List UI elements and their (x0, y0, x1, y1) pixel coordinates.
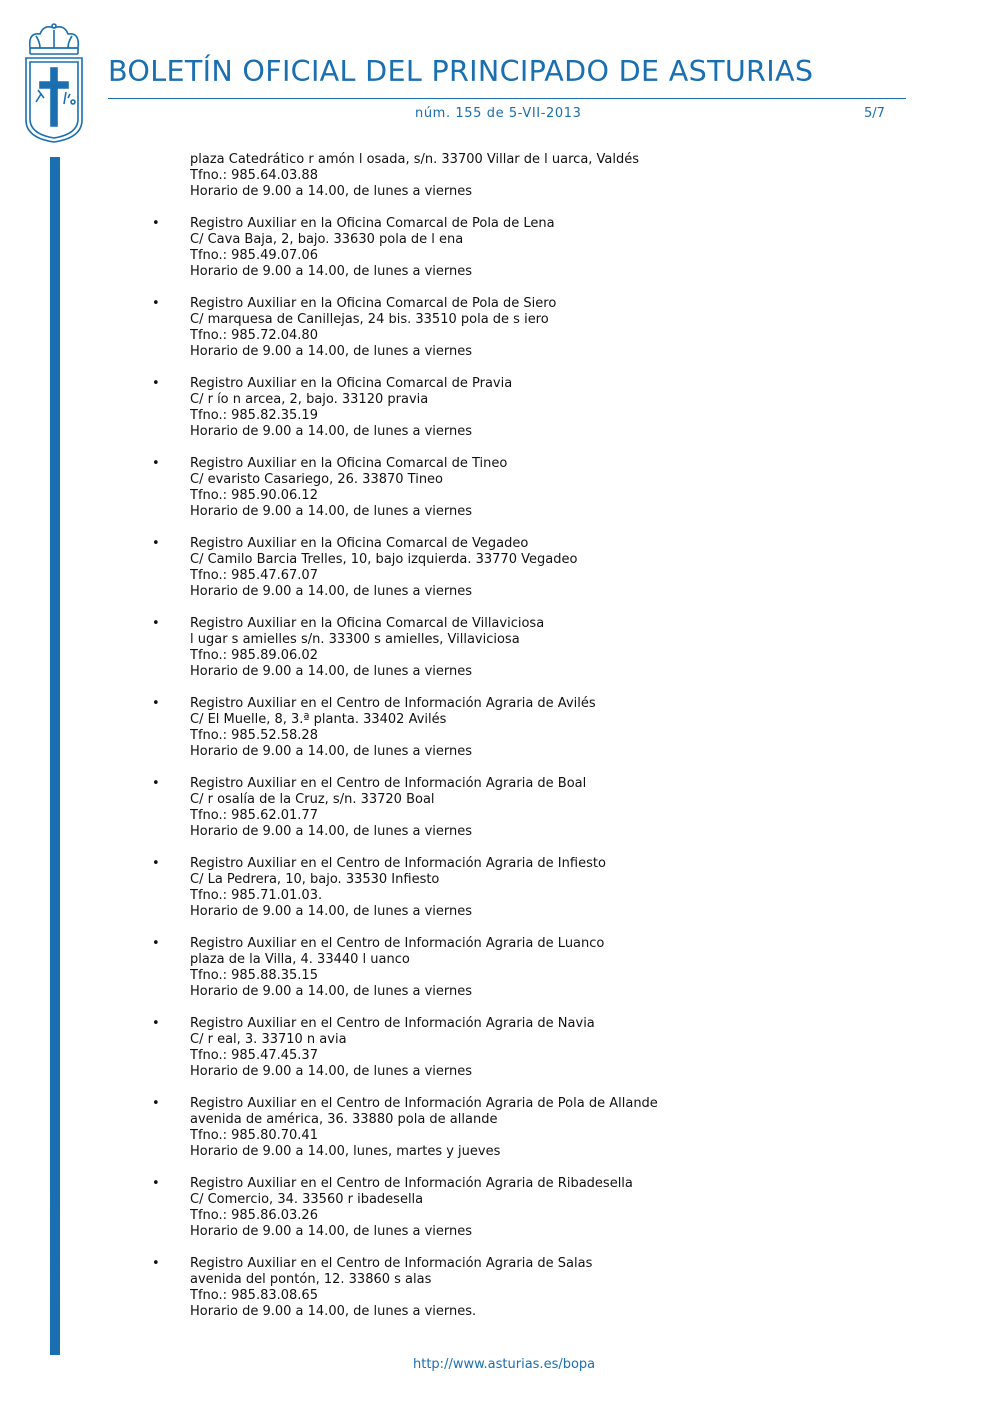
entry-address: C/ evaristo Casariego, 26. 33870 Tineo (190, 472, 444, 487)
entry-hours: Horario de 9.00 a 14.00, de lunes a viernes (190, 824, 473, 839)
footer-link[interactable]: http://www.asturias.es/bopa (413, 1357, 596, 1372)
entry-name: Registro Auxiliar en la Oficina Comarcal de Pravia (190, 376, 513, 391)
entry-hours: Horario de 9.00 a 14.00, de lunes a viernes (190, 424, 473, 439)
entry-phone: Tfno.: 985.80.70.41 (190, 1128, 318, 1143)
entry-hours: Horario de 9.00 a 14.00, de lunes a viernes (190, 984, 473, 999)
entry-name: Registro Auxiliar en el Centro de Información Agraria de Avilés (190, 696, 596, 711)
entry-hours: Horario de 9.00 a 14.00, de lunes a viernes. (190, 1304, 477, 1319)
entry-phone: Tfno.: 985.49.07.06 (190, 248, 318, 263)
entry-name: Registro Auxiliar en la Oficina Comarcal de Tineo (190, 456, 508, 471)
entry-hours: Horario de 9.00 a 14.00, de lunes a viernes (190, 1224, 473, 1239)
entry-address: avenida de américa, 36. 33880 pola de allande (190, 1112, 498, 1127)
bullet-icon: • (152, 1016, 160, 1031)
entry-address: plaza de la Villa, 4. 33440 l uanco (190, 952, 410, 967)
bullet-icon: • (152, 456, 160, 471)
list-item (152, 1096, 952, 1160)
list-item (152, 456, 952, 520)
entry-name: Registro Auxiliar en el Centro de Información Agraria de Infiesto (190, 856, 606, 871)
list-item (152, 776, 952, 840)
entry-name: Registro Auxiliar en el Centro de Información Agraria de Pola de Allande (190, 1096, 658, 1111)
bullet-icon: • (152, 696, 160, 711)
list-item (152, 296, 952, 360)
entry-name: Registro Auxiliar en la Oficina Comarcal de Villaviciosa (190, 616, 545, 631)
entry-phone: Tfno.: 985.62.01.77 (190, 808, 318, 823)
bullet-icon: • (152, 296, 160, 311)
header-rule (108, 98, 906, 99)
entry-address: avenida del pontón, 12. 33860 s alas (190, 1272, 432, 1287)
entry-name: Registro Auxiliar en el Centro de Información Agraria de Ribadesella (190, 1176, 633, 1191)
bullet-icon: • (152, 776, 160, 791)
entry-hours: Horario de 9.00 a 14.00, de lunes a viernes (190, 584, 473, 599)
entry-address: C/ Camilo Barcia Trelles, 10, bajo izquierda. 33770 Vegadeo (190, 552, 578, 567)
list-item (152, 856, 952, 920)
entry-name: plaza Catedrático r amón l osada, s/n. 33700 Villar de l uarca, Valdés (190, 152, 640, 167)
entry-name: Registro Auxiliar en el Centro de Información Agraria de Salas (190, 1256, 593, 1271)
entry-phone: Tfno.: 985.89.06.02 (190, 648, 318, 663)
bullet-icon: • (152, 1256, 160, 1271)
list-item (152, 1176, 952, 1240)
entry-phone: Tfno.: 985.64.03.88 (190, 168, 318, 183)
bullet-icon: • (152, 1176, 160, 1191)
entry-phone: Tfno.: 985.47.45.37 (190, 1048, 318, 1063)
entry-hours: Horario de 9.00 a 14.00, de lunes a viernes (190, 184, 473, 199)
registry-list (152, 152, 952, 1336)
entry-address: l ugar s amielles s/n. 33300 s amielles, Villaviciosa (190, 632, 520, 647)
entry-name: Registro Auxiliar en el Centro de Información Agraria de Luanco (190, 936, 605, 951)
bullet-icon: • (152, 216, 160, 231)
entry-address: C/ r osalía de la Cruz, s/n. 33720 Boal (190, 792, 435, 807)
list-item (152, 152, 952, 200)
entry-hours: Horario de 9.00 a 14.00, lunes, martes y jueves (190, 1144, 501, 1159)
entry-hours: Horario de 9.00 a 14.00, de lunes a viernes (190, 744, 473, 759)
sidebar-bar (50, 157, 60, 1355)
bullet-icon: • (152, 616, 160, 631)
entry-hours: Horario de 9.00 a 14.00, de lunes a viernes (190, 264, 473, 279)
entry-phone: Tfno.: 985.86.03.26 (190, 1208, 318, 1223)
entry-address: C/ Cava Baja, 2, bajo. 33630 pola de l ena (190, 232, 464, 247)
entry-address: C/ marquesa de Canillejas, 24 bis. 33510 pola de s iero (190, 312, 549, 327)
bullet-icon: • (152, 856, 160, 871)
entry-name: Registro Auxiliar en la Oficina Comarcal de Vegadeo (190, 536, 529, 551)
entry-name: Registro Auxiliar en la Oficina Comarcal de Pola de Lena (190, 216, 555, 231)
list-item (152, 1016, 952, 1080)
entry-phone: Tfno.: 985.52.58.28 (190, 728, 318, 743)
entry-phone: Tfno.: 985.90.06.12 (190, 488, 318, 503)
entry-phone: Tfno.: 985.83.08.65 (190, 1288, 318, 1303)
bullet-icon: • (152, 376, 160, 391)
bullet-icon: • (152, 936, 160, 951)
bullet-icon: • (152, 1096, 160, 1111)
entry-phone: Tfno.: 985.88.35.15 (190, 968, 318, 983)
entry-address: C/ La Pedrera, 10, bajo. 33530 Infiesto (190, 872, 440, 887)
entry-phone: Tfno.: 985.71.01.03. (190, 888, 323, 903)
entry-hours: Horario de 9.00 a 14.00, de lunes a viernes (190, 904, 473, 919)
entry-phone: Tfno.: 985.82.35.19 (190, 408, 318, 423)
entry-phone: Tfno.: 985.47.67.07 (190, 568, 318, 583)
entry-name: Registro Auxiliar en el Centro de Información Agraria de Navia (190, 1016, 595, 1031)
page-number: 5/7 (864, 106, 885, 121)
list-item (152, 376, 952, 440)
entry-name: Registro Auxiliar en el Centro de Información Agraria de Boal (190, 776, 587, 791)
entry-phone: Tfno.: 985.72.04.80 (190, 328, 318, 343)
list-item (152, 1256, 952, 1320)
entry-hours: Horario de 9.00 a 14.00, de lunes a viernes (190, 344, 473, 359)
list-item (152, 696, 952, 760)
bulletin-title: BOLETÍN OFICIAL DEL PRINCIPADO DE ASTURIAS (108, 54, 814, 88)
list-item (152, 536, 952, 600)
entry-address: C/ El Muelle, 8, 3.ª planta. 33402 Avilés (190, 712, 447, 727)
entry-address: C/ r ío n arcea, 2, bajo. 33120 pravia (190, 392, 429, 407)
list-item (152, 216, 952, 280)
entry-hours: Horario de 9.00 a 14.00, de lunes a viernes (190, 664, 473, 679)
bullet-icon: • (152, 536, 160, 551)
asturias-coat-of-arms-icon (22, 22, 86, 144)
list-item (152, 936, 952, 1000)
entry-address: C/ Comercio, 34. 33560 r ibadesella (190, 1192, 424, 1207)
entry-hours: Horario de 9.00 a 14.00, de lunes a viernes (190, 504, 473, 519)
entry-name: Registro Auxiliar en la Oficina Comarcal de Pola de Siero (190, 296, 557, 311)
entry-address: C/ r eal, 3. 33710 n avia (190, 1032, 347, 1047)
list-item (152, 616, 952, 680)
issue-number: núm. 155 de 5-VII-2013 (415, 106, 582, 121)
document-code: Cód. 2013-12770 (49, 1198, 62, 1294)
entry-hours: Horario de 9.00 a 14.00, de lunes a viernes (190, 1064, 473, 1079)
